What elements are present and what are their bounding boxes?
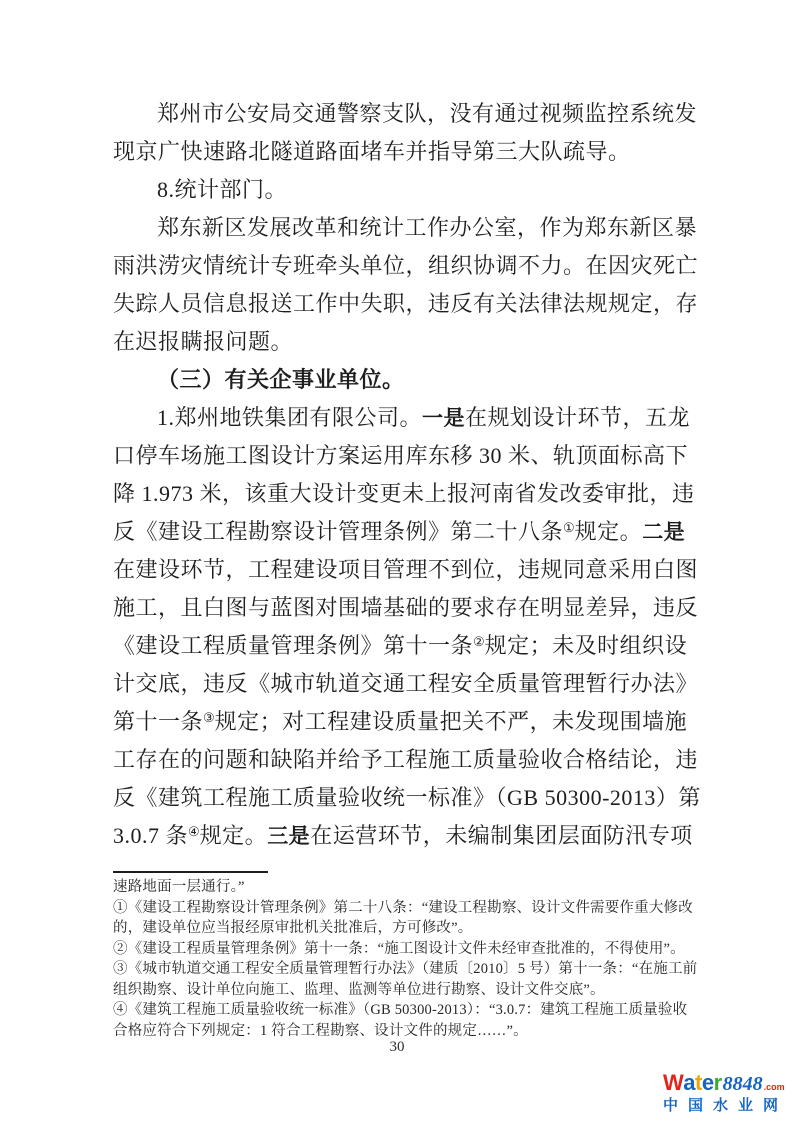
body-line (113, 437, 687, 475)
body-line (113, 209, 698, 247)
body-text-run: 计交底，违反《城市轨道交通工程安全质量管理暂行办法》 (113, 671, 699, 696)
footnote-line: ①《建设工程勘察设计管理条例》第二十八条：“建设工程勘察、设计文件需要作重大修改 (113, 899, 693, 916)
footnote-line: 合格应符合下列规定：1 符合工程勘察、设计文件的规定……”。 (113, 1022, 528, 1039)
body-text-run: 施工，且白图与蓝图对围墙基础的要求存在明显差异，违反 (113, 595, 699, 620)
logo-number: 8848 (722, 1073, 763, 1095)
logo-subtitle: 中国水业网 (663, 1097, 789, 1114)
logo-letter-e: e (701, 1070, 714, 1095)
footnote-line: ②《建设工程质量管理条例》第十一条：“施工图设计文件未经审查批准的，不得使用”。 (113, 940, 685, 957)
emphasis-run: 二是 (642, 521, 686, 544)
emphasis-run: 三是 (267, 825, 311, 848)
logo-letter-a: a (683, 1070, 696, 1095)
body-line (113, 513, 687, 551)
logo-tld: .com (763, 1082, 785, 1092)
body-text-run: 郑州市公安局交通警察支队，没有通过视频监控系统发 (157, 101, 698, 126)
body-line (113, 475, 695, 513)
body-text-run: 规定；未及时组织设 (484, 633, 688, 658)
body-text-run: 在建设环节，工程建设项目管理不到位，违规同意采用白图 (113, 557, 699, 582)
body-text-run: 雨洪涝灾情统计专班牵头单位，组织协调不力。在因灾死亡 (113, 253, 699, 278)
body-text-run: 《建设工程质量管理条例》第十一条 (113, 633, 474, 658)
body-text-run: 反《建筑工程施工质量验收统一标准》（GB 50300-2013）第 (113, 785, 701, 810)
emphasis-run: 一是 (422, 407, 466, 430)
footnote-line: 组织勘察、设计单位向施工、监理、监测等单位进行勘察、设计文件交底”。 (113, 981, 605, 998)
logo-letter-r: r (713, 1070, 722, 1095)
body-line (113, 133, 687, 171)
footnote-ref-3: ③ (203, 710, 215, 725)
body-text-run: 口停车场施工图设计方案运用库东移 30 米、轨顶面标高下 (113, 443, 689, 468)
footnotes-section (113, 877, 698, 1041)
body-text-run: 规定。 (199, 823, 268, 848)
body-text-run: 3.0.7 条 (113, 823, 189, 848)
footnote-separator (113, 871, 268, 873)
body-text-run: 1.郑州地铁集团有限公司。 (157, 405, 423, 430)
body-text-run: 在运营环节，未编制集团层面防汛专项 (310, 823, 693, 848)
body-line (113, 779, 701, 817)
body-line (113, 285, 699, 323)
body-line (113, 95, 698, 133)
section-heading (113, 361, 687, 399)
footnote-ref-2: ② (473, 634, 485, 649)
body-line (113, 399, 691, 437)
body-text-run: 8.统计部门。 (157, 177, 288, 202)
body-text-run: 反《建设工程勘察设计管理条例》第二十八条 (113, 519, 564, 544)
footnote-line: ③《城市轨道交通工程安全质量管理暂行办法》（建质〔2010〕5 号）第十一条：“在施工前 (113, 961, 698, 977)
body-text-run: 降 1.973 米，该重大设计变更未上报河南省发改委审批，违 (113, 481, 695, 506)
body-line (113, 323, 687, 361)
body-line (113, 589, 699, 627)
body-text-run: 第十一条 (113, 709, 204, 734)
heading-text: （三）有关企事业单位。 (157, 367, 405, 392)
body-text-run: 规定。 (574, 519, 643, 544)
body-line (113, 665, 699, 703)
body-line (113, 171, 687, 209)
body-line (113, 627, 687, 665)
body-text-run: 失踪人员信息报送工作中失职，违反有关法律法规规定，存 (113, 291, 699, 316)
footnote-ref-1: ① (563, 520, 575, 535)
logo-letter-t: t (695, 1070, 702, 1095)
body-line (113, 247, 699, 285)
logo-wordmark (663, 1072, 790, 1094)
body-text-run: 规定；对工程建设质量把关不严，未发现围墙施 (214, 709, 688, 734)
body-line (113, 817, 693, 855)
footnote-ref-4: ④ (188, 824, 200, 839)
site-watermark-logo (663, 1072, 790, 1113)
page-number: 30 (389, 1039, 405, 1055)
body-text-run: 郑东新区发展改革和统计工作办公室，作为郑东新区暴 (157, 215, 698, 240)
body-text-run: 工存在的问题和缺陷并给予工程施工质量验收合格结论，违 (113, 747, 699, 772)
logo-letter-w: W (663, 1070, 684, 1095)
footnote-line: ④《建筑工程施工质量验收统一标准》（GB 50300-2013）：“3.0.7：建筑工程施工质量验收 (113, 1002, 688, 1018)
body-text-run: 在规划设计环节，五龙 (465, 405, 691, 430)
body-text-run: 现京广快速路北隧道路面堵车并指导第三大队疏导。 (113, 139, 631, 164)
footnote-line: 速路地面一层通行。” (113, 879, 245, 895)
body-line (113, 703, 687, 741)
body-line (113, 741, 699, 779)
footnote-line: 的，建设单位应当报经原审批机关批准后，方可修改”。 (113, 920, 473, 936)
body-line (113, 551, 699, 589)
body-text-run: 在迟报瞒报问题。 (113, 329, 294, 354)
document-body (113, 95, 701, 855)
